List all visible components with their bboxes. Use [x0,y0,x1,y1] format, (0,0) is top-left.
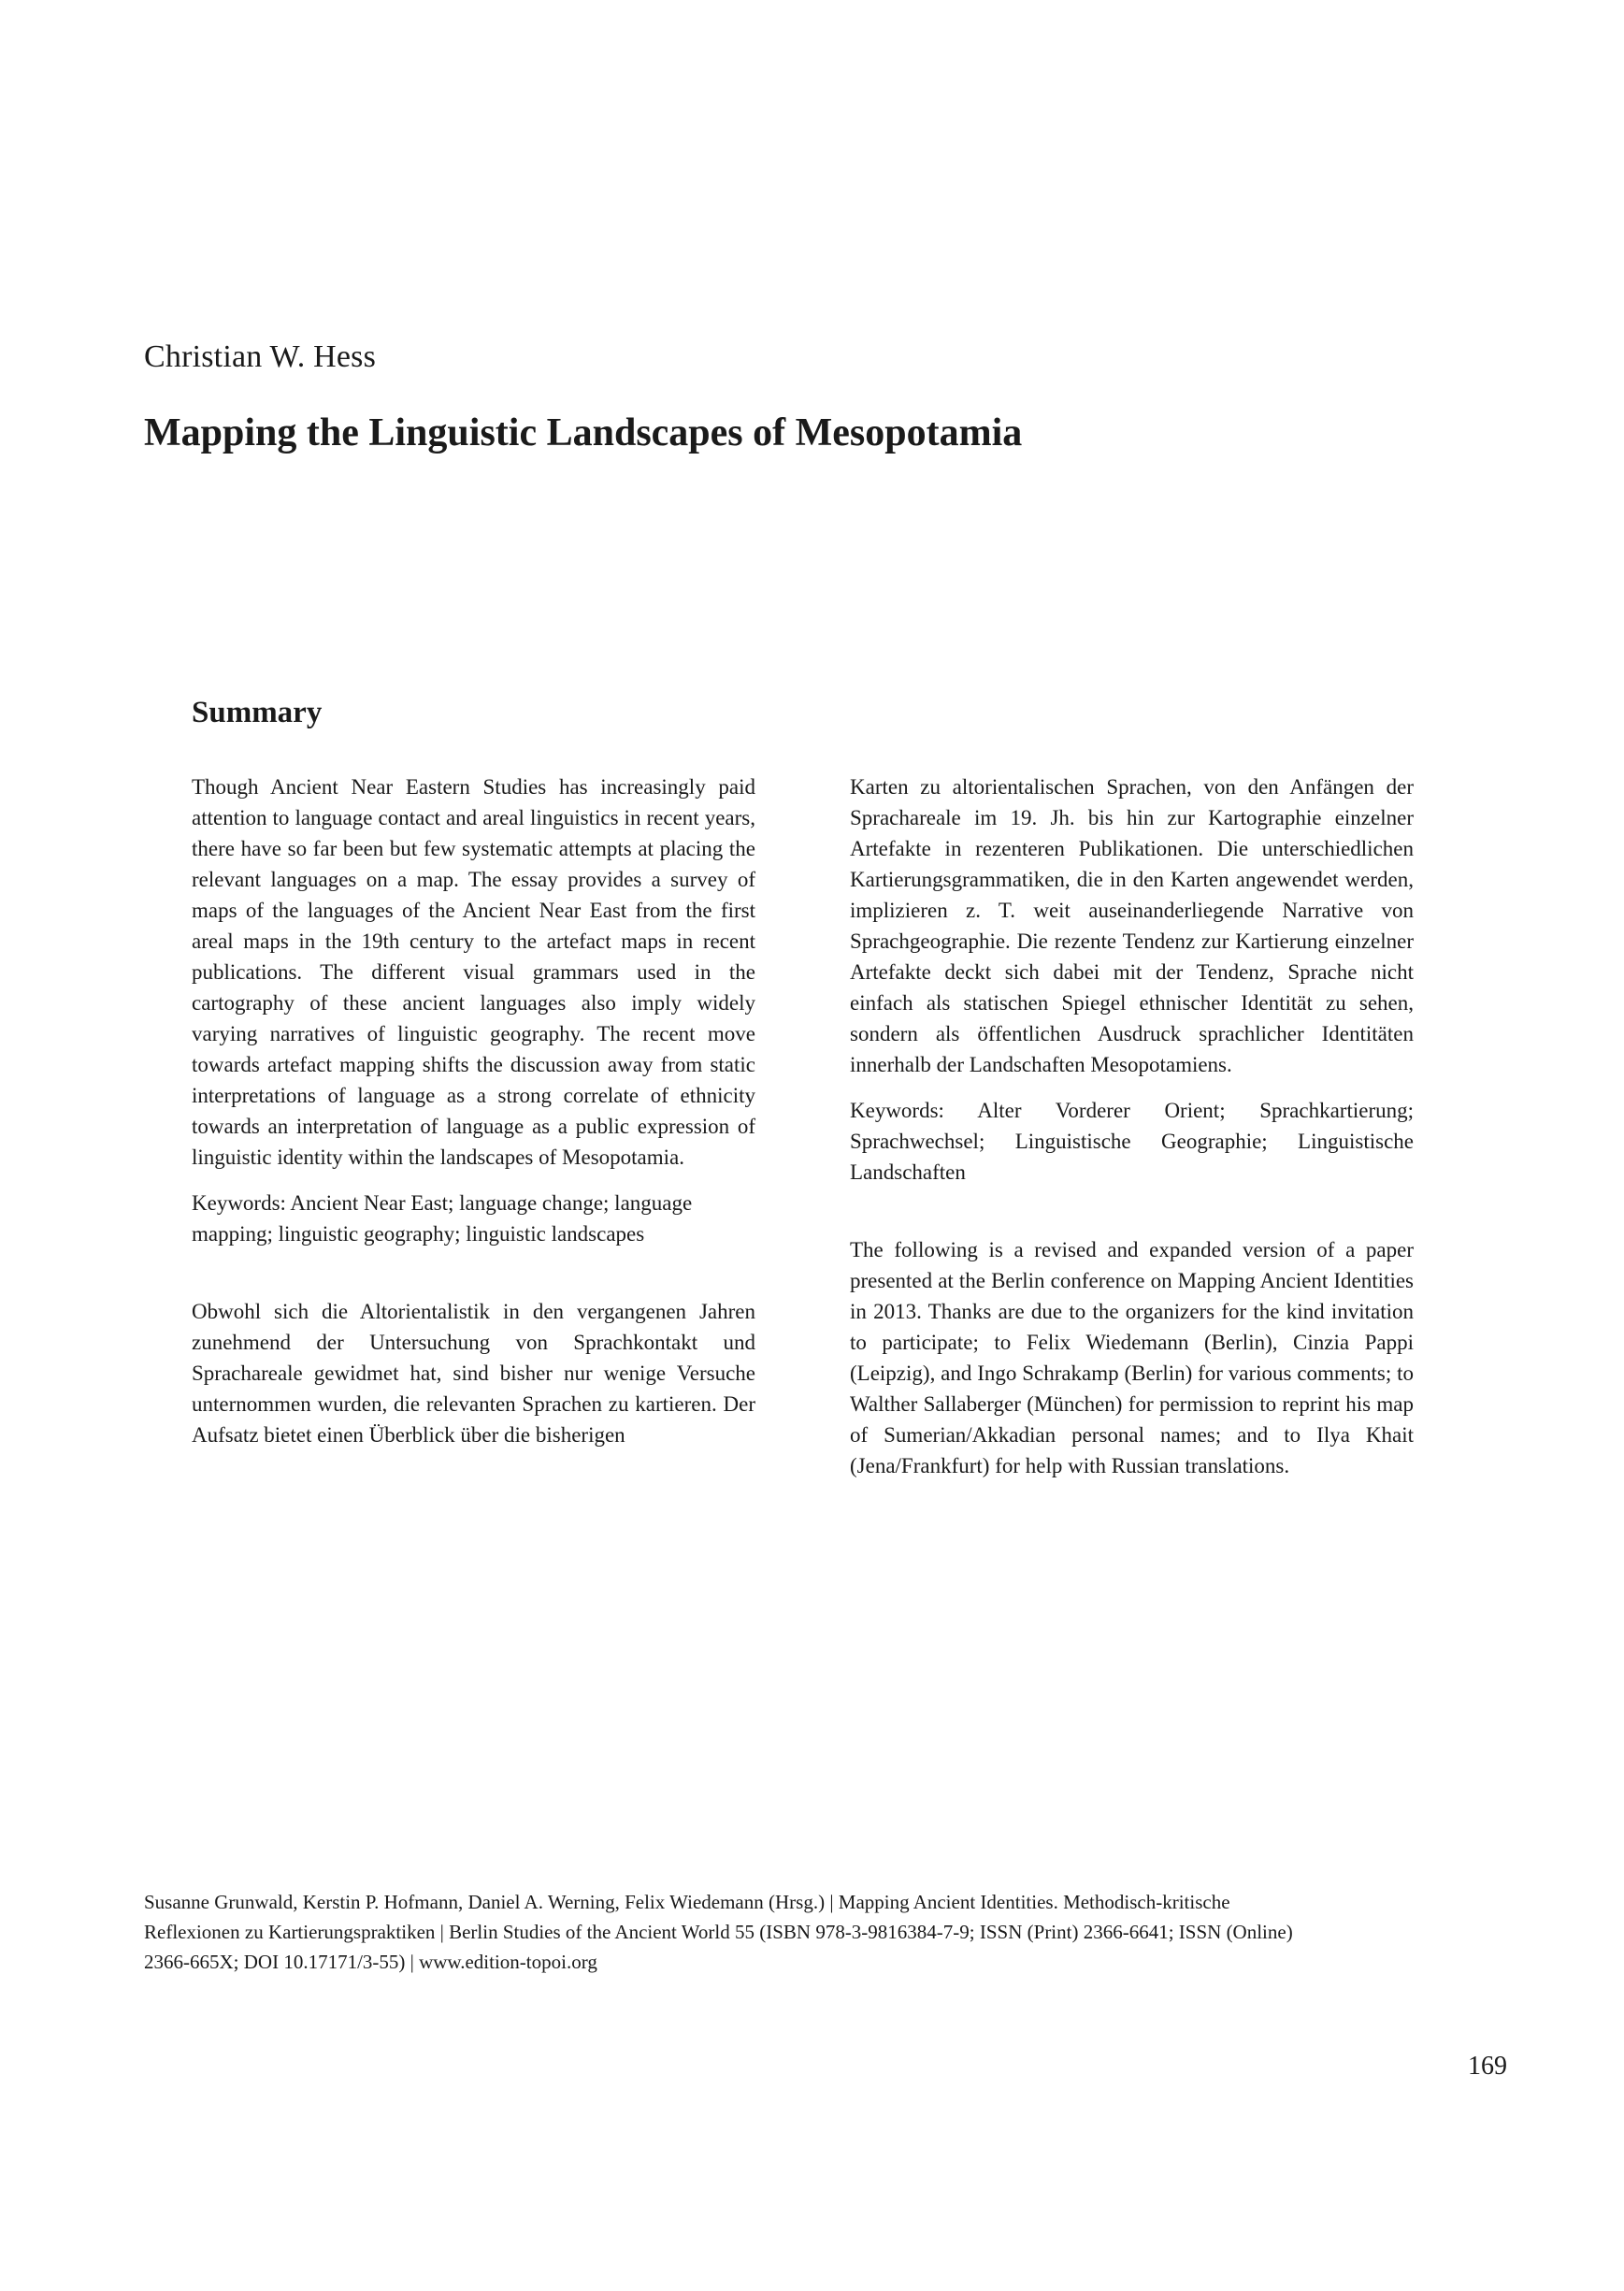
german-abstract-part2: Karten zu altorientalischen Sprachen, von den Anfängen der Sprachareale im 19. Jh. bis hin zur Kartographie einzelner Artefakte in rezenteren Publikationen. Die unterschiedlichen Kartierungsgrammatiken, die in den Karten angewendet werden, implizieren z. T. weit auseinanderliegende Narrative von Sprachgeographie. Die rezente Tendenz zur Kartierung einzelner Artefakte deckt sich dabei mit der Tendenz, Sprache nicht einfach als statischen Spiegel ethnischer Identität zu sehen, sondern als öffentlichen Ausdruck sprachlicher Identitäten innerhalb der Landschaften Mesopotamiens. [850,775,1414,1076]
summary-heading: Summary [192,696,323,729]
german-keywords: Keywords: Alter Vorderer Orient; Sprachkartierung; Sprachwechsel; Linguistische Geographie; Linguistische Landschaften [850,1099,1414,1184]
author-name: Christian W. Hess [144,339,377,374]
page-number: 169 [1468,2052,1507,2081]
acknowledgement-note: The following is a revised and expanded version of a paper presented at the Berlin conference on Mapping Ancient Identities in 2013. Thanks are due to the organizers for the kind invitation to participate; to Felix Wiedemann (Berlin), Cinzia Pappi (Leipzig), and Ingo Schrakamp (Berlin) for various comments; to Walther Sallaberger (München) for permission to reprint his map of Sumerian/Akkadian personal names; and to Ilya Khait (Jena/Frankfurt) for help with Russian translations. [850,1238,1414,1477]
publication-citation: Susanne Grunwald, Kerstin P. Hofmann, Daniel A. Werning, Felix Wiedemann (Hrsg.) | Mapping Ancient Identities. Methodisch-kritische Reflexionen zu Kartierungspraktiken | Berlin Studies of the Ancient World 55 (ISBN 978-3-9816384-7-9; ISSN (Print) 2366-6641; ISSN (Online) 2366-665X; DOI 10.17171/3-55) | www.edition-topoi.org [144,1891,1293,1973]
english-abstract: Though Ancient Near Eastern Studies has increasingly paid attention to language contact and areal linguistics in recent years, there have so far been but few systematic attempts at placing the relevant languages on a map. The essay provides a survey of maps of the languages of the Ancient Near East from the first areal maps in the 19th century to the artefact maps in recent publications. The different visual grammars used in the cartography of these ancient languages also imply widely varying narratives of linguistic geography. The recent move towards artefact mapping shifts the discussion away from static interpretations of language as a strong correlate of ethnicity towards an interpretation of language as a public expression of linguistic identity within the landscapes of Mesopotamia. [192,775,755,1169]
right-column [850,771,1414,1481]
left-column [192,771,755,1450]
german-abstract-part1: Obwohl sich die Altorientalistik in den vergangenen Jahren zunehmend der Untersuchung von Sprachkontakt und Sprachareale gewidmet hat, sind bisher nur wenige Versuche unternommen wurden, die relevanten Sprachen zu kartieren. Der Aufsatz bietet einen Überblick über die bisherigen [192,1300,755,1447]
english-keywords: Keywords: Ancient Near East; language change; language mapping; linguistic geography; linguistic landscapes [192,1191,693,1246]
article-title: Mapping the Linguistic Landscapes of Mesopotamia [144,411,1023,454]
